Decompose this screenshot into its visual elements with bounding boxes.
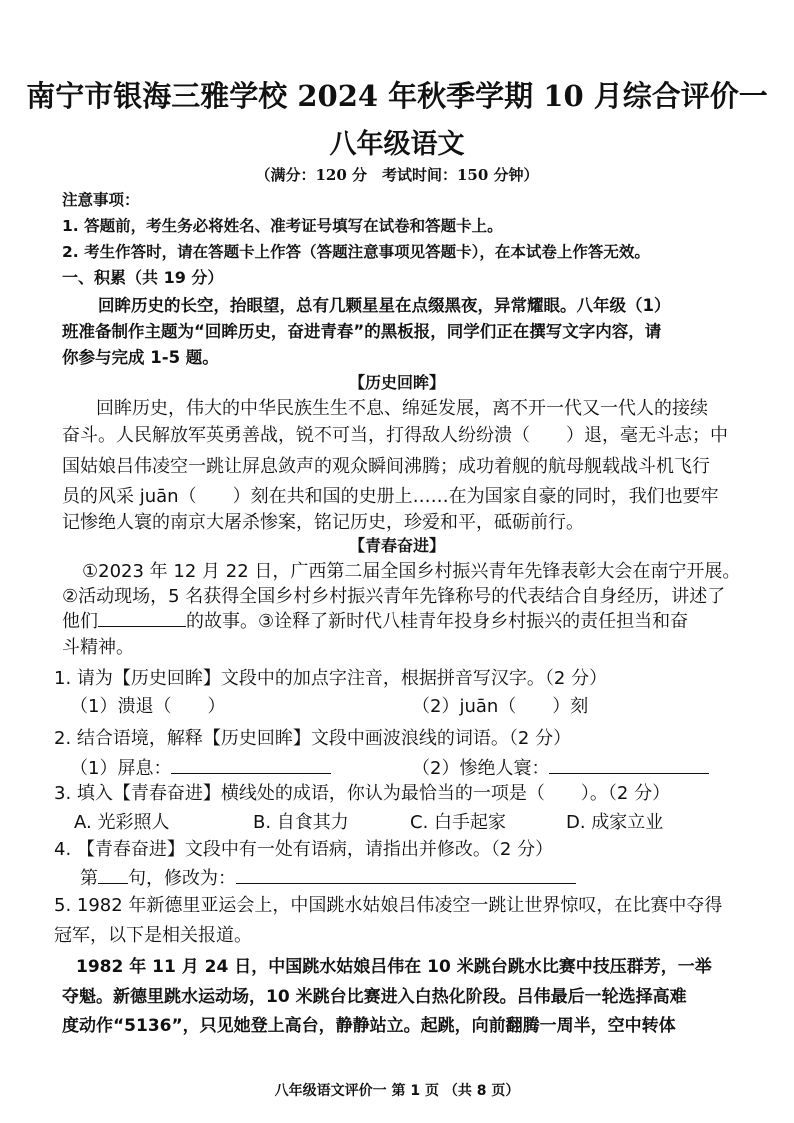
history-line-5: 记惨绝人寰的南京大屠杀惨案，铭记历史，珍爱和平，砥砺前行。: [62, 512, 584, 533]
youth-line-3-end: 的故事。③诠释了新时代八桂青年投身乡村振兴的责任担当和奋: [186, 611, 689, 632]
history-heading: 【历史回眸】: [348, 373, 445, 392]
notes-heading: 注意事项：: [62, 191, 140, 209]
youth-line-3: [62, 607, 688, 633]
youth-line-2: ②活动现场，5 名获得全国乡村乡村振兴青年先锋称号的代表结合自身经历，讲述了: [62, 586, 726, 607]
sentence-number-blank: [98, 882, 128, 884]
page-footer: 八年级语文评价一 第 1 页 （共 8 页）: [274, 1083, 520, 1099]
history-line-3: 国姑娘吕伟凌空一跳让屏息敛声的观众瞬间沸腾；成功着舰的航母舰载战斗机飞行: [62, 456, 710, 477]
question-5-line-2: 冠军，以下是相关报道。: [54, 925, 252, 946]
question-1: 1. 请为【历史回眸】文段中的加点字注音，根据拼音写汉字。（2 分）: [54, 668, 608, 689]
question-2: 2. 结合语境，解释【历史回眸】文段中画波浪线的词语。（2 分）: [54, 728, 572, 749]
notes-item-1: 1. 答题前，考生务必将姓名、准考证号填写在试卷和答题卡上。: [62, 217, 503, 235]
correction-blank: [236, 882, 576, 884]
report-line-1: 1982 年 11 月 24 日，中国跳水姑娘吕伟在 10 米跳台跳水比赛中技压群芳，一举: [76, 957, 712, 977]
question-2-part-1-label: （1）屏息：: [70, 758, 172, 779]
history-line-4: 员的风采 juān（ ）刻在共和国的史册上……在为国家自豪的同时，我们也要牢: [62, 486, 719, 507]
option-d: D. 成家立业: [566, 812, 664, 833]
question-2-part-2: [412, 754, 709, 780]
question-2-part-2-label: （2）惨绝人寰：: [412, 758, 550, 779]
history-line-1: 回眸历史，伟大的中华民族生生不息、绵延发展，离不开一代又一代人的接续: [96, 398, 708, 419]
report-line-3: 度动作“5136”，只见她登上高台，静静站立。起跳，向前翻腾一周半，空中转体: [62, 1016, 676, 1036]
question-4-prefix: 第: [80, 868, 98, 889]
option-c: C. 白手起家: [410, 812, 507, 833]
exam-title: 南宁市银海三雅学校 2024 年秋季学期 10 月综合评价一: [26, 79, 768, 113]
history-line-2: 奋斗。人民解放军英勇善战，锐不可当，打得敌人纷纷溃（ ）退，毫无斗志；中: [62, 425, 728, 446]
section-1-intro-line-3: 你参与完成 1-5 题。: [62, 348, 219, 367]
answer-blank: [171, 772, 331, 774]
score-time-line: （满分：120 分 考试时间：150 分钟）: [255, 166, 539, 184]
exam-subject: 八年级语文: [329, 129, 465, 160]
report-line-2: 夺魁。新德里跳水运动场，10 米跳台比赛进入白热化阶段。吕伟最后一轮选择高难: [62, 987, 687, 1007]
youth-heading: 【青春奋进】: [348, 536, 445, 555]
option-b: B. 自食其力: [253, 812, 349, 833]
question-5-line-1: 5. 1982 年新德里亚运会上，中国跳水姑娘吕伟凌空一跳让世界惊叹，在比赛中夺得: [54, 895, 723, 916]
question-3: 3. 填入【青春奋进】横线处的成语，你认为最恰当的一项是（ ）。（2 分）: [54, 783, 671, 804]
answer-blank: [549, 772, 709, 774]
section-1-heading: 一、积累（共 19 分）: [62, 268, 224, 287]
option-a: A. 光彩照人: [74, 812, 170, 833]
section-1-intro-line-1: 回眸历史的长空，抬眼望，总有几颗星星在点缀黑夜，异常耀眼。八年级（1）: [98, 296, 671, 315]
idiom-blank: [98, 625, 186, 627]
youth-line-1: ①2023 年 12 月 22 日，广西第二届全国乡村振兴青年先锋表彰大会在南宁开展。: [82, 561, 741, 582]
question-4: 4. 【青春奋进】文段中有一处有语病，请指出并修改。（2 分）: [54, 839, 554, 860]
question-2-part-1: [70, 754, 331, 780]
question-1-part-2: （2）juān（ ）刻: [412, 696, 589, 717]
question-4-middle: 句，修改为：: [128, 868, 236, 889]
youth-line-4: 斗精神。: [62, 637, 134, 658]
section-1-intro-line-2: 班准备制作主题为“回眸历史，奋进青春”的黑板报，同学们正在撰写文字内容，请: [62, 322, 662, 341]
question-1-part-1: （1）溃退（ ）: [70, 696, 226, 717]
notes-item-2: 2. 考生作答时，请在答题卡上作答（答题注意事项见答题卡），在本试卷上作答无效。: [62, 243, 650, 261]
youth-line-3-start: 他们: [62, 611, 98, 632]
question-4-answer-line: [80, 864, 576, 890]
